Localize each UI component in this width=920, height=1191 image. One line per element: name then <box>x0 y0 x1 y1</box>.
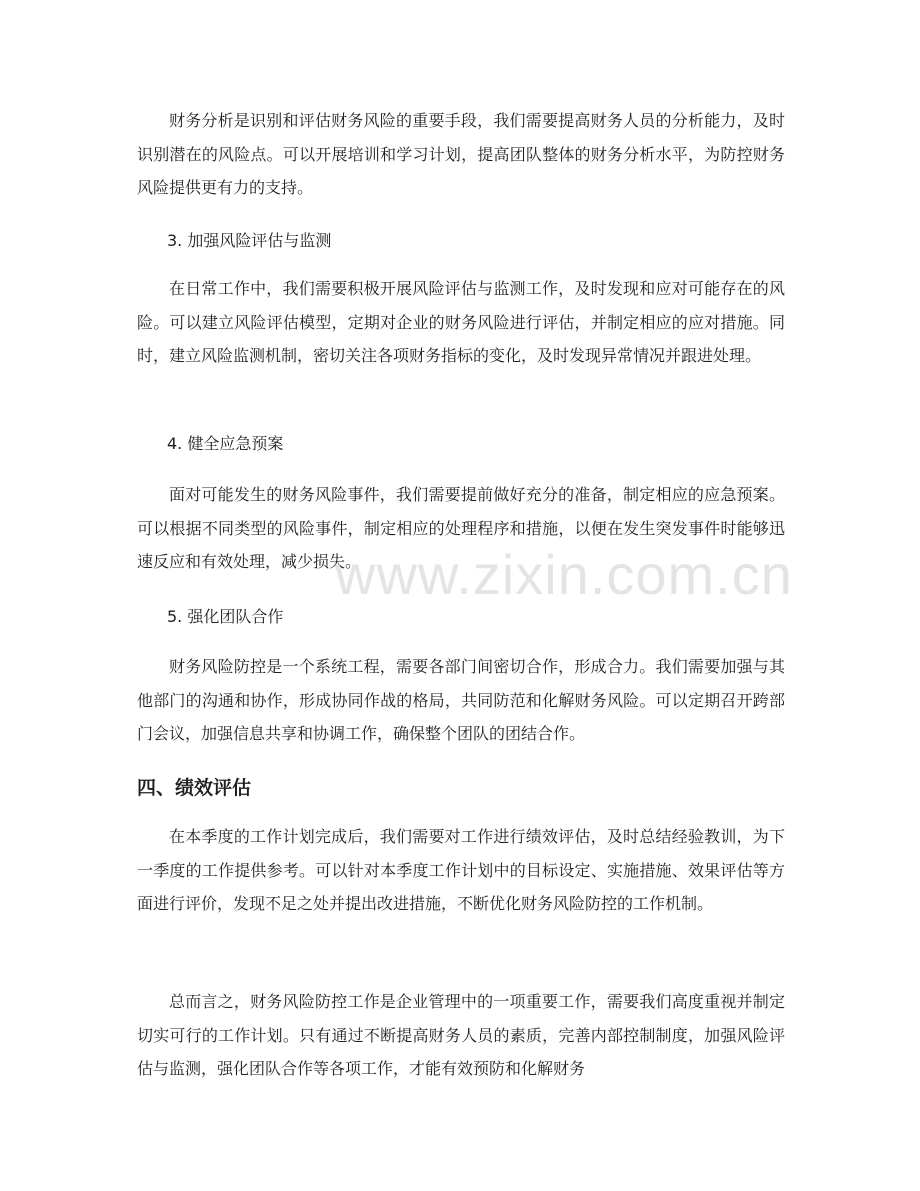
paragraph-conclusion: 总而言之，财务风险防控工作是企业管理中的一项重要工作，需要我们高度重视并制定切实可行的工作计划。只有通过不断提高财务人员的素质，完善内部控制制度，加强风险评估与监测，强化团队合作等各项工作，才能有效预防和化解财务 <box>137 992 785 1078</box>
paragraph-emergency-plan: 面对可能发生的财务风险事件，我们需要提前做好充分的准备，制定相应的应急预案。可以根据不同类型的风险事件，制定相应的处理程序和措施，以便在发生突发事件时能够迅速反应和有效处理，减少损失。 <box>137 485 785 571</box>
subheading-emergency-plan: 4. 健全应急预案 <box>167 434 284 453</box>
section-heading-performance: 四、绩效评估 <box>137 777 252 799</box>
subheading-team-cooperation: 5. 强化团队合作 <box>167 607 284 626</box>
paragraph-financial-analysis: 财务分析是识别和评估财务风险的重要手段，我们需要提高财务人员的分析能力，及时识别潜在的风险点。可以开展培训和学习计划，提高团队整体的财务分析水平，为防控财务风险提供更有力的支持。 <box>137 111 785 197</box>
paragraph-risk-assessment: 在日常工作中，我们需要积极开展风险评估与监测工作，及时发现和应对可能存在的风险。可以建立风险评估模型，定期对企业的财务风险进行评估，并制定相应的应对措施。同时，建立风险监测机制，密切关注各项财务指标的变化，及时发现异常情况并跟进处理。 <box>137 279 785 365</box>
subheading-risk-assessment: 3. 加强风险评估与监测 <box>167 231 332 250</box>
paragraph-team-cooperation: 财务风险防控是一个系统工程，需要各部门间密切合作，形成合力。我们需要加强与其他部门的沟通和协作，形成协同作战的格局，共同防范和化解财务风险。可以定期召开跨部门会议，加强信息共享和协调工作，确保整个团队的团结合作。 <box>137 657 785 743</box>
paragraph-performance: 在本季度的工作计划完成后，我们需要对工作进行绩效评估，及时总结经验教训，为下一季度的工作提供参考。可以针对本季度工作计划中的目标设定、实施措施、效果评估等方面进行评价，发现不足之处并提出改进措施，不断优化财务风险防控的工作机制。 <box>137 827 785 913</box>
watermark-text: www.zixin.com.cn <box>335 543 793 606</box>
